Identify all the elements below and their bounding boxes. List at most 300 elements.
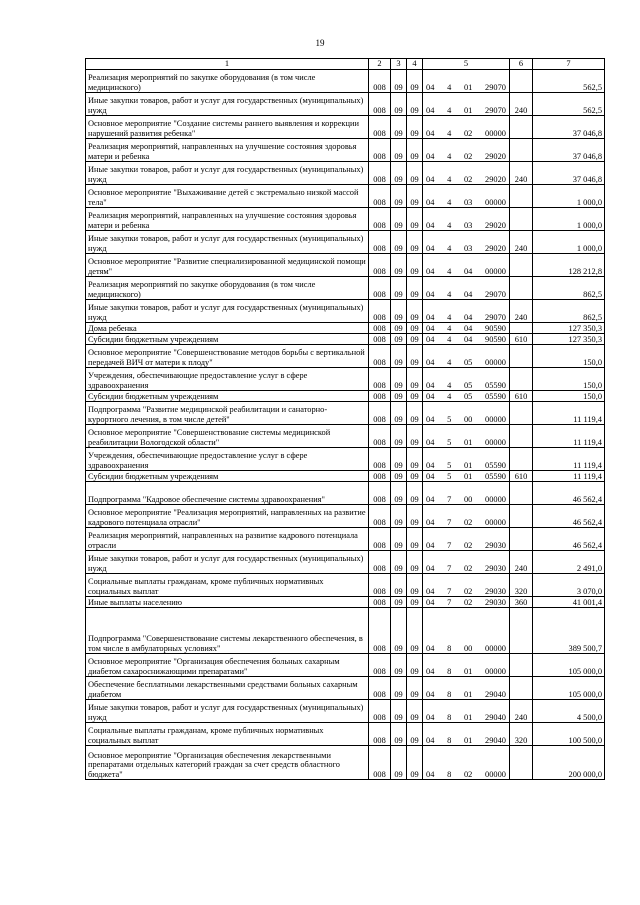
row-name: Реализация мероприятий, направленных на улучшение состояния здоровья матери и ребенка — [86, 139, 369, 162]
code-part: 29070 — [485, 82, 506, 92]
code-part: 29070 — [485, 312, 506, 322]
target-article-code — [423, 723, 510, 746]
subsection-code: 09 — [407, 608, 423, 654]
ministry-code: 008 — [369, 654, 391, 677]
target-article-code — [423, 551, 510, 574]
table-body — [86, 70, 605, 780]
target-article-code — [423, 334, 510, 345]
target-article-parts — [423, 358, 509, 368]
code-part: 00000 — [485, 494, 506, 504]
code-part: 29070 — [485, 105, 506, 115]
expense-type-code — [510, 368, 533, 391]
code-part: 05590 — [485, 380, 506, 390]
section-code: 09 — [391, 608, 407, 654]
code-part: 01 — [463, 735, 473, 745]
section-code: 09 — [391, 448, 407, 471]
ministry-code: 008 — [369, 70, 391, 93]
code-part: 29030 — [485, 563, 506, 573]
code-part: 01 — [463, 471, 473, 481]
ministry-code: 008 — [369, 254, 391, 277]
code-part: 04 — [426, 197, 435, 207]
expense-type-code — [510, 677, 533, 700]
section-code: 09 — [391, 597, 407, 608]
code-part: 00 — [463, 414, 473, 424]
code-part: 00 — [463, 643, 473, 653]
code-part: 5 — [447, 414, 452, 424]
header-cell: 7 — [533, 59, 605, 70]
code-part: 7 — [447, 517, 452, 527]
subsection-code: 09 — [407, 528, 423, 551]
amount: 100 500,0 — [533, 723, 605, 746]
code-part: 02 — [463, 517, 473, 527]
table-row — [86, 345, 605, 368]
ministry-code: 008 — [369, 116, 391, 139]
table-row — [86, 528, 605, 551]
code-part: 04 — [426, 563, 435, 573]
code-part: 04 — [426, 243, 435, 253]
section-code: 09 — [391, 505, 407, 528]
expense-type-code — [510, 654, 533, 677]
code-part: 7 — [447, 597, 452, 607]
subsection-code: 09 — [407, 597, 423, 608]
ministry-code: 008 — [369, 528, 391, 551]
code-part: 4 — [447, 323, 452, 333]
amount: 1 000,0 — [533, 231, 605, 254]
table-row — [86, 746, 605, 780]
target-article-parts — [423, 381, 509, 391]
ministry-code: 008 — [369, 402, 391, 425]
code-part: 04 — [426, 414, 435, 424]
table-row — [86, 185, 605, 208]
subsection-code: 09 — [407, 574, 423, 597]
code-part: 05 — [463, 391, 473, 401]
code-part: 04 — [426, 380, 435, 390]
code-part: 5 — [447, 437, 452, 447]
code-part: 02 — [463, 597, 473, 607]
code-part: 03 — [463, 197, 473, 207]
table-row — [86, 139, 605, 162]
target-article-parts — [423, 313, 509, 323]
target-article-parts — [423, 324, 509, 334]
expense-type-code: 240 — [510, 231, 533, 254]
target-article-code — [423, 277, 510, 300]
code-part: 01 — [463, 712, 473, 722]
target-article-parts — [423, 129, 509, 139]
ministry-code: 008 — [369, 139, 391, 162]
target-article-parts — [423, 518, 509, 528]
expense-type-code — [510, 208, 533, 231]
target-article-parts — [423, 244, 509, 254]
amount: 37 046,8 — [533, 116, 605, 139]
code-part: 00000 — [485, 266, 506, 276]
code-part: 29040 — [485, 712, 506, 722]
row-name: Субсидии бюджетным учреждениям — [86, 471, 369, 482]
code-part: 00000 — [485, 517, 506, 527]
target-article-code — [423, 505, 510, 528]
section-code: 09 — [391, 574, 407, 597]
ministry-code: 008 — [369, 677, 391, 700]
code-part: 4 — [447, 357, 452, 367]
code-part: 02 — [463, 151, 473, 161]
code-part: 7 — [447, 563, 452, 573]
row-name: Социальные выплаты гражданам, кроме публичных нормативных социальных выплат — [86, 574, 369, 597]
code-part: 29030 — [485, 597, 506, 607]
section-code: 09 — [391, 334, 407, 345]
code-part: 29070 — [485, 289, 506, 299]
target-article-parts — [423, 495, 509, 505]
ministry-code: 008 — [369, 334, 391, 345]
code-part: 04 — [426, 128, 435, 138]
table-row — [86, 254, 605, 277]
code-part: 00000 — [485, 128, 506, 138]
target-article-parts — [423, 335, 509, 345]
row-name: Реализация мероприятий по закупке оборудования (в том числе медицинского) — [86, 277, 369, 300]
row-name: Основное мероприятие "Организация обеспечения лекарственными препаратами отдельных категорий граждан за счет средств областного бюджета" — [86, 746, 369, 780]
ministry-code: 008 — [369, 505, 391, 528]
code-part: 04 — [426, 597, 435, 607]
table-row — [86, 70, 605, 93]
code-part: 01 — [463, 689, 473, 699]
section-code: 09 — [391, 345, 407, 368]
target-article-code — [423, 448, 510, 471]
code-part: 90590 — [485, 323, 506, 333]
header-cell: 3 — [391, 59, 407, 70]
section-code: 09 — [391, 700, 407, 723]
row-name: Социальные выплаты гражданам, кроме публичных нормативных социальных выплат — [86, 723, 369, 746]
row-name: Подпрограмма "Кадровое обеспечение системы здравоохранения" — [86, 482, 369, 505]
ministry-code: 008 — [369, 368, 391, 391]
code-part: 02 — [463, 540, 473, 550]
code-part: 00000 — [485, 437, 506, 447]
row-name: Подпрограмма "Развитие медицинской реабилитации и санаторно-курортного лечения, в том числе детей" — [86, 402, 369, 425]
subsection-code: 09 — [407, 139, 423, 162]
subsection-code: 09 — [407, 505, 423, 528]
code-part: 5 — [447, 460, 452, 470]
code-part: 4 — [447, 334, 452, 344]
ministry-code: 008 — [369, 608, 391, 654]
ministry-code: 008 — [369, 448, 391, 471]
code-part: 4 — [447, 243, 452, 253]
target-article-code — [423, 654, 510, 677]
target-article-code — [423, 116, 510, 139]
code-part: 04 — [426, 82, 435, 92]
target-article-parts — [423, 690, 509, 700]
code-part: 04 — [426, 494, 435, 504]
code-part: 02 — [463, 563, 473, 573]
target-article-parts — [423, 175, 509, 185]
subsection-code: 09 — [407, 323, 423, 334]
code-part: 4 — [447, 312, 452, 322]
target-article-code — [423, 402, 510, 425]
expense-type-code: 610 — [510, 334, 533, 345]
code-part: 02 — [463, 174, 473, 184]
subsection-code: 09 — [407, 448, 423, 471]
expense-type-code: 320 — [510, 723, 533, 746]
code-part: 04 — [426, 471, 435, 481]
row-name: Иные закупки товаров, работ и услуг для государственных (муниципальных) нужд — [86, 300, 369, 323]
section-code: 09 — [391, 482, 407, 505]
code-part: 00000 — [485, 643, 506, 653]
target-article-code — [423, 700, 510, 723]
row-name: Основное мероприятие "Совершенствование системы медицинской реабилитации Вологодской области" — [86, 425, 369, 448]
target-article-code — [423, 482, 510, 505]
expense-type-code: 610 — [510, 391, 533, 402]
target-article-code — [423, 471, 510, 482]
target-article-parts — [423, 736, 509, 746]
code-part: 04 — [426, 586, 435, 596]
target-article-code — [423, 231, 510, 254]
expense-type-code — [510, 139, 533, 162]
expense-type-code — [510, 505, 533, 528]
ministry-code: 008 — [369, 551, 391, 574]
code-part: 29040 — [485, 689, 506, 699]
amount: 127 350,3 — [533, 334, 605, 345]
row-name: Иные закупки товаров, работ и услуг для государственных (муниципальных) нужд — [86, 551, 369, 574]
subsection-code: 09 — [407, 482, 423, 505]
section-code: 09 — [391, 162, 407, 185]
target-article-parts — [423, 770, 509, 780]
ministry-code: 008 — [369, 597, 391, 608]
code-part: 02 — [463, 586, 473, 596]
subsection-code: 09 — [407, 700, 423, 723]
ministry-code: 008 — [369, 391, 391, 402]
code-part: 04 — [426, 105, 435, 115]
code-part: 29030 — [485, 540, 506, 550]
row-name: Учреждения, обеспечивающие предоставление услуг в сфере здравоохранения — [86, 368, 369, 391]
amount: 4 500,0 — [533, 700, 605, 723]
amount: 37 046,8 — [533, 162, 605, 185]
code-part: 8 — [447, 735, 452, 745]
ministry-code: 008 — [369, 231, 391, 254]
target-article-code — [423, 300, 510, 323]
code-part: 01 — [463, 460, 473, 470]
table-row — [86, 471, 605, 482]
code-part: 8 — [447, 666, 452, 676]
code-part: 04 — [426, 735, 435, 745]
amount: 41 001,4 — [533, 597, 605, 608]
code-part: 7 — [447, 540, 452, 550]
expense-type-code — [510, 482, 533, 505]
code-part: 03 — [463, 220, 473, 230]
code-part: 05590 — [485, 391, 506, 401]
table-row — [86, 300, 605, 323]
code-part: 04 — [426, 666, 435, 676]
header-cell: 4 — [407, 59, 423, 70]
section-code: 09 — [391, 254, 407, 277]
code-part: 00000 — [485, 414, 506, 424]
row-name: Реализация мероприятий по закупке оборудования (в том числе медицинского) — [86, 70, 369, 93]
code-part: 4 — [447, 197, 452, 207]
header-cell: 5 — [423, 59, 510, 70]
code-part: 7 — [447, 494, 452, 504]
ministry-code: 008 — [369, 471, 391, 482]
code-part: 04 — [426, 517, 435, 527]
expense-type-code — [510, 448, 533, 471]
code-part: 04 — [426, 460, 435, 470]
target-article-code — [423, 323, 510, 334]
amount: 862,5 — [533, 277, 605, 300]
code-part: 04 — [463, 289, 473, 299]
section-code: 09 — [391, 70, 407, 93]
code-part: 29030 — [485, 586, 506, 596]
target-article-parts — [423, 106, 509, 116]
expense-type-code — [510, 277, 533, 300]
code-part: 5 — [447, 471, 452, 481]
section-code: 09 — [391, 323, 407, 334]
header-cell: 2 — [369, 59, 391, 70]
subsection-code: 09 — [407, 391, 423, 402]
table-row — [86, 391, 605, 402]
row-name: Основное мероприятие "Совершенствование методов борьбы с вертикальной передачей ВИЧ от матери к плоду" — [86, 345, 369, 368]
code-part: 02 — [463, 769, 473, 779]
table-row — [86, 368, 605, 391]
amount: 1 000,0 — [533, 208, 605, 231]
table-row — [86, 677, 605, 700]
code-part: 00000 — [485, 666, 506, 676]
table-row — [86, 425, 605, 448]
row-name: Реализация мероприятий, направленных на развитие кадрового потенциала отрасли — [86, 528, 369, 551]
subsection-code: 09 — [407, 185, 423, 208]
code-part: 4 — [447, 289, 452, 299]
ministry-code: 008 — [369, 208, 391, 231]
code-part: 04 — [426, 151, 435, 161]
expense-type-code — [510, 608, 533, 654]
subsection-code: 09 — [407, 277, 423, 300]
expense-type-code — [510, 116, 533, 139]
amount: 150,0 — [533, 368, 605, 391]
budget-table — [85, 58, 605, 780]
target-article-code — [423, 597, 510, 608]
target-article-parts — [423, 392, 509, 402]
code-part: 04 — [463, 323, 473, 333]
expense-type-code: 240 — [510, 300, 533, 323]
target-article-code — [423, 139, 510, 162]
code-part: 04 — [426, 174, 435, 184]
target-article-parts — [423, 713, 509, 723]
ministry-code: 008 — [369, 300, 391, 323]
row-name: Учреждения, обеспечивающие предоставление услуг в сфере здравоохранения — [86, 448, 369, 471]
section-code: 09 — [391, 93, 407, 116]
code-part: 29020 — [485, 220, 506, 230]
expense-type-code — [510, 528, 533, 551]
subsection-code: 09 — [407, 551, 423, 574]
code-part: 00000 — [485, 197, 506, 207]
table-row — [86, 402, 605, 425]
target-article-code — [423, 746, 510, 780]
section-code: 09 — [391, 654, 407, 677]
section-code: 09 — [391, 425, 407, 448]
table-row — [86, 597, 605, 608]
table-row — [86, 505, 605, 528]
code-part: 01 — [463, 437, 473, 447]
table-row — [86, 608, 605, 654]
section-code: 09 — [391, 391, 407, 402]
page-number: 19 — [315, 38, 325, 48]
expense-type-code — [510, 254, 533, 277]
section-code: 09 — [391, 471, 407, 482]
table-row — [86, 723, 605, 746]
section-code: 09 — [391, 300, 407, 323]
code-part: 03 — [463, 243, 473, 253]
code-part: 4 — [447, 105, 452, 115]
subsection-code: 09 — [407, 654, 423, 677]
code-part: 01 — [463, 105, 473, 115]
row-name: Подпрограмма "Совершенствование системы лекарственного обеспечения, в том числе в амбулаторных условиях" — [86, 608, 369, 654]
expense-type-code — [510, 345, 533, 368]
code-part: 04 — [426, 643, 435, 653]
table-row — [86, 574, 605, 597]
section-code: 09 — [391, 746, 407, 780]
target-article-parts — [423, 152, 509, 162]
section-code: 09 — [391, 208, 407, 231]
expense-type-code: 240 — [510, 93, 533, 116]
target-article-parts — [423, 290, 509, 300]
section-code: 09 — [391, 402, 407, 425]
target-article-parts — [423, 221, 509, 231]
row-name: Основное мероприятие "Развитие специализированной медицинской помощи детям" — [86, 254, 369, 277]
section-code: 09 — [391, 116, 407, 139]
target-article-code — [423, 677, 510, 700]
subsection-code: 09 — [407, 402, 423, 425]
code-part: 29020 — [485, 174, 506, 184]
code-part: 00000 — [485, 357, 506, 367]
amount: 46 562,4 — [533, 528, 605, 551]
target-article-code — [423, 608, 510, 654]
table-row — [86, 482, 605, 505]
code-part: 4 — [447, 391, 452, 401]
amount: 11 119,4 — [533, 425, 605, 448]
row-name: Субсидии бюджетным учреждениям — [86, 391, 369, 402]
row-name: Основное мероприятие "Создание системы раннего выявления и коррекции нарушений развития ребенка" — [86, 116, 369, 139]
code-part: 04 — [426, 334, 435, 344]
subsection-code: 09 — [407, 93, 423, 116]
subsection-code: 09 — [407, 70, 423, 93]
expense-type-code: 360 — [510, 597, 533, 608]
code-part: 04 — [426, 323, 435, 333]
amount: 862,5 — [533, 300, 605, 323]
code-part: 04 — [463, 312, 473, 322]
row-name: Основное мероприятие "Организация обеспечения больных сахарным диабетом сахароснижающими препаратами" — [86, 654, 369, 677]
target-article-parts — [423, 198, 509, 208]
subsection-code: 09 — [407, 746, 423, 780]
section-code: 09 — [391, 139, 407, 162]
code-part: 29020 — [485, 151, 506, 161]
subsection-code: 09 — [407, 368, 423, 391]
ministry-code: 008 — [369, 185, 391, 208]
table-row — [86, 277, 605, 300]
target-article-code — [423, 254, 510, 277]
section-code: 09 — [391, 368, 407, 391]
amount: 3 070,0 — [533, 574, 605, 597]
amount: 1 000,0 — [533, 185, 605, 208]
section-code: 09 — [391, 277, 407, 300]
code-part: 05 — [463, 357, 473, 367]
target-article-parts — [423, 598, 509, 608]
subsection-code: 09 — [407, 300, 423, 323]
amount: 105 000,0 — [533, 677, 605, 700]
code-part: 00000 — [485, 769, 506, 779]
expense-type-code: 240 — [510, 162, 533, 185]
ministry-code: 008 — [369, 574, 391, 597]
amount: 150,0 — [533, 391, 605, 402]
target-article-parts — [423, 667, 509, 677]
target-article-code — [423, 70, 510, 93]
target-article-code — [423, 368, 510, 391]
expense-type-code — [510, 323, 533, 334]
row-name: Иные закупки товаров, работ и услуг для государственных (муниципальных) нужд — [86, 93, 369, 116]
amount: 37 046,8 — [533, 139, 605, 162]
table-row — [86, 162, 605, 185]
